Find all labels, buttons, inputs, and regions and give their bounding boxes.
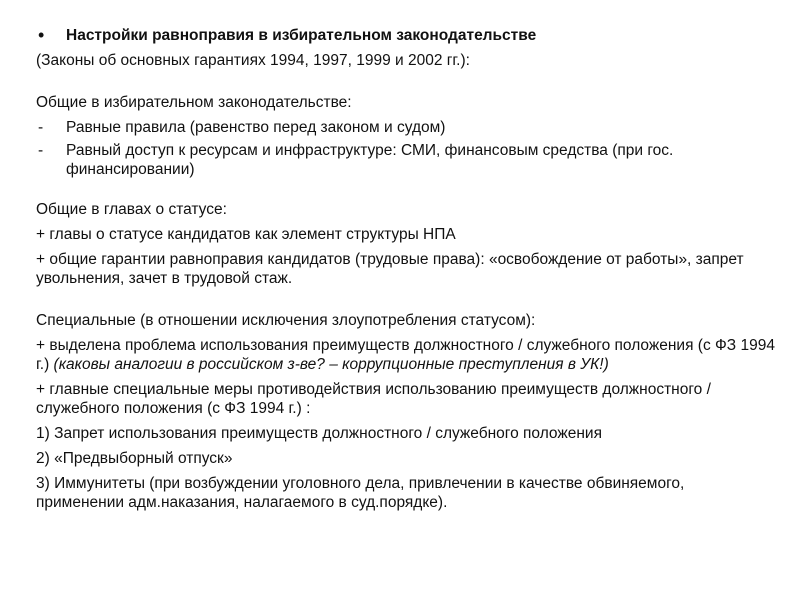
status-chapters-item: + общие гарантии равноправия кандидатов (трудовые права): «освобождение от работы», запрет увольнения, зачет в трудовой стаж. <box>36 251 744 287</box>
general-law-item <box>36 141 776 179</box>
heading-row <box>36 26 776 45</box>
numbered-item: 2) «Предвыборный отпуск» <box>36 450 233 467</box>
general-law-item-text: Равный доступ к ресурсам и инфраструктуре: СМИ, финансовым средства (при гос. финансировании) <box>66 142 674 178</box>
status-chapters-title: Общие в главах о статусе: <box>36 201 227 218</box>
spacer <box>36 183 776 200</box>
bullet-icon: • <box>38 25 45 45</box>
status-chapters-item: + главы о статусе кандидатов как элемент структуры НПА <box>36 226 456 243</box>
special-item-text: + выделена проблема использования преимуществ должностного / служебного положения (с ФЗ 1994 г.) <box>36 337 775 373</box>
spacer <box>36 294 776 311</box>
dash-marker: - <box>38 142 44 159</box>
special-item-note: (каковы аналогии в российском з-ве? – коррупционные преступления в УК!) <box>53 356 609 373</box>
general-law-item-text: Равные правила (равенство перед законом и судом) <box>66 119 446 136</box>
special-title: Специальные (в отношении исключения злоупотребления статусом): <box>36 312 536 329</box>
special-item <box>36 336 776 374</box>
heading-title: Настройки равноправия в избирательном законодательстве <box>66 27 537 44</box>
general-law-item <box>36 118 776 137</box>
spacer <box>36 76 776 93</box>
special-item: + главные специальные меры противодействия использованию преимуществ должностного / служебного положения (с ФЗ 1994 г.) : <box>36 381 711 417</box>
numbered-item: 1) Запрет использования преимуществ должностного / служебного положения <box>36 425 602 442</box>
slide-content <box>36 26 776 518</box>
dash-marker: - <box>38 119 44 136</box>
general-law-title: Общие в избирательном законодательстве: <box>36 94 352 111</box>
numbered-item: 3) Иммунитеты (при возбуждении уголовного дела, привлечении в качестве обвиняемого, применении адм.наказания, налагаемого в суд.порядке). <box>36 475 685 511</box>
heading-subtitle: (Законы об основных гарантиях 1994, 1997, 1999 и 2002 гг.): <box>36 52 470 69</box>
